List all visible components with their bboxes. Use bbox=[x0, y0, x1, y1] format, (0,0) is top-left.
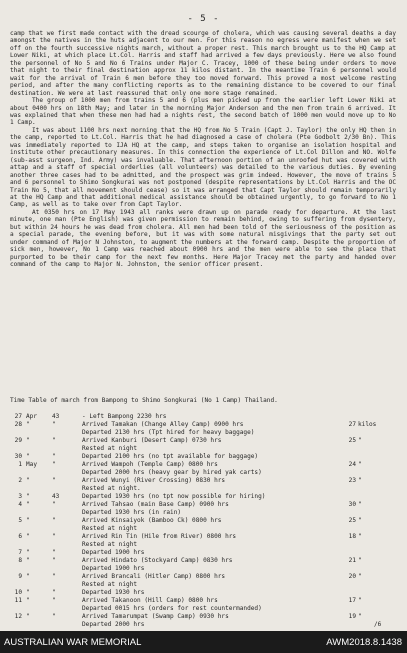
continuation-mark: /6 bbox=[374, 621, 382, 628]
timetable-entry: Arrived Kinsaiyok (Bamboo Ck) 0800 hrs bbox=[82, 517, 222, 524]
narrative-text bbox=[10, 30, 396, 269]
timetable-row bbox=[6, 429, 398, 436]
timetable-entry: Arrived Hindato (Stockyard Camp) 0830 hrs bbox=[82, 557, 233, 564]
timetable-row bbox=[6, 533, 398, 540]
timetable-entry: Departed 1930 hrs (in rain) bbox=[82, 509, 182, 516]
timetable-distance: 23 bbox=[348, 477, 356, 484]
timetable-entry: Rested at night bbox=[82, 581, 138, 588]
timetable-title: Time Table of march from Bampong to Shimo Songkurai (No 1 Camp) Thailand. bbox=[10, 397, 278, 404]
timetable-row bbox=[6, 581, 398, 588]
timetable-month: " bbox=[26, 557, 30, 564]
timetable-entry: Departed 2000 hrs (heavy gear by hired yak carts) bbox=[82, 469, 262, 476]
timetable-month: " bbox=[26, 501, 30, 508]
paragraph: At 0350 hrs on 17 May 1943 all ranks were drawn up on parade ready for departure. At the last minute, one man (Pte English) was given permission to remain behind, owing to suffering from dysentery, but within 24 hours he was dead from cholera. All men had been told of the seriousness of the position as a special parade, the evening before, but it was with some natural misgivings that the party set out under command of Major N Johnston, to augment the numbers at the forward camp. Despite the proportion of sick men, however, No 1 Camp was reached about 0900 hrs and the men were able to see the place that purported to be their camp for the next few months. Here Major Tracey met the party and handed over command of the camp to Major N. Johnston, the senior officer present. bbox=[10, 208, 396, 269]
timetable-entry: Departed 1900 hrs bbox=[82, 565, 145, 572]
timetable-month: " bbox=[26, 597, 30, 604]
timetable-day: 10 bbox=[14, 589, 22, 596]
timetable-day: 27 bbox=[14, 413, 22, 420]
timetable-row bbox=[6, 461, 398, 468]
timetable-row bbox=[6, 437, 398, 444]
timetable-year: " bbox=[52, 589, 56, 596]
timetable-year: " bbox=[52, 421, 56, 428]
timetable-unit: " bbox=[358, 461, 362, 468]
timetable-day: 5 bbox=[18, 517, 22, 524]
timetable-row bbox=[6, 469, 398, 476]
timetable-entry: Arrived Takanoon (Hill Camp) 0800 hrs bbox=[82, 597, 218, 604]
timetable-month: Apr bbox=[26, 413, 38, 420]
timetable-year: " bbox=[52, 437, 56, 444]
paragraph: The group of 1000 men from trains 5 and 6 (plus men picked up from the earlier left Lower Niki at about 0400 hrs on 18th May; and later in the morning Major Anderson and the men from train 6 arrived. It was explained that when these men had had a nights rest, the second batch of 1000 men would move up to No 1 Camp. bbox=[10, 97, 396, 127]
timetable-year: " bbox=[52, 573, 56, 580]
timetable-unit: " bbox=[358, 477, 362, 484]
timetable-month: " bbox=[26, 437, 30, 444]
timetable-distance: 30 bbox=[348, 501, 356, 508]
archive-name: AUSTRALIAN WAR MEMORIAL bbox=[4, 637, 142, 648]
timetable-year: 43 bbox=[52, 493, 60, 500]
timetable-day: 3 bbox=[18, 493, 22, 500]
timetable-entry: - Left Bampong 2230 hrs bbox=[82, 413, 167, 420]
timetable-entry: Departed 0015 hrs (orders for rest countermanded) bbox=[82, 605, 262, 612]
timetable-day: 30 bbox=[14, 453, 22, 460]
paragraph: camp that we first made contact with the dread scourge of cholera, which was causing several deaths a day amongst the natives in the huts adjacent to our men. For this reason no egress were manifest when we set off on the fourth successive nights march, without a proper rest. This march brought us to the HQ Camp at Lower Niki, at which place Lt.Col. Harris and staff had arrived a few days previously. Here we also found the personnel of No 5 and No 6 Trains under Major C. Tracey, 1000 of these being under orders to move that night to their final destination approx 11 kilos distant. In the meantime Train 6 personnel would wait for the arrival of Train 6 men before they too moved forward. This proved a most welcome resting period, and after the many conflicting reports as to the remaining distance to be covered to our final destination. We were at last reassured that only one more stage remained. bbox=[10, 30, 396, 97]
timetable-year: " bbox=[52, 501, 56, 508]
timetable-distance: 25 bbox=[348, 437, 356, 444]
timetable-day: 7 bbox=[18, 549, 22, 556]
timetable-month: May bbox=[26, 461, 38, 468]
timetable-unit: " bbox=[358, 437, 362, 444]
timetable-row bbox=[6, 477, 398, 484]
timetable-distance: 20 bbox=[348, 573, 356, 580]
timetable-row bbox=[6, 501, 398, 508]
archive-reference: AWM2018.8.1438 bbox=[326, 637, 402, 648]
timetable-month: " bbox=[26, 573, 30, 580]
timetable-month: " bbox=[26, 493, 30, 500]
timetable-row bbox=[6, 613, 398, 620]
timetable-row bbox=[6, 589, 398, 596]
timetable-entry: Rested at night bbox=[82, 541, 138, 548]
timetable-row bbox=[6, 445, 398, 452]
timetable-unit: " bbox=[358, 613, 362, 620]
timetable-year: " bbox=[52, 477, 56, 484]
timetable-entry: Departed 1930 hrs (no tpt now possible for hiring) bbox=[82, 493, 266, 500]
timetable-row bbox=[6, 525, 398, 532]
timetable-day: 4 bbox=[18, 501, 22, 508]
timetable-day: 1 bbox=[18, 461, 22, 468]
archive-footer bbox=[0, 631, 407, 653]
timetable-day: 28 bbox=[14, 421, 22, 428]
timetable-row bbox=[6, 557, 398, 564]
timetable-row bbox=[6, 485, 398, 492]
timetable-entry: Departed 1930 hrs bbox=[82, 589, 145, 596]
timetable-distance: 19 bbox=[348, 613, 356, 620]
timetable-entry: Arrived Brancali (Hitler Camp) 0800 hrs bbox=[82, 573, 226, 580]
timetable-month: " bbox=[26, 549, 30, 556]
timetable-year: " bbox=[52, 517, 56, 524]
timetable-year: " bbox=[52, 461, 56, 468]
timetable-distance: 18 bbox=[348, 533, 356, 540]
timetable-entry: Arrived Wampoh (Temple Camp) 0800 hrs bbox=[82, 461, 218, 468]
timetable-distance: 24 bbox=[348, 461, 356, 468]
timetable-row bbox=[6, 605, 398, 612]
timetable-row bbox=[6, 549, 398, 556]
timetable-month: " bbox=[26, 533, 30, 540]
timetable-distance: 27 bbox=[348, 421, 356, 428]
timetable-row bbox=[6, 597, 398, 604]
timetable-entry: Rested at night bbox=[82, 525, 138, 532]
paragraph: It was about 1100 hrs next morning that the HQ from No 5 Train (Capt J. Taylor) the only HQ then in the camp, reported to Lt.Col. Harris that he had diagnosed a case of cholera (Pte Godbolt 2/30 Bn). This was immediately reported to IJA HQ at the camp, and steps taken to organise an isolation hospital and institute other precautionary measures. In this connection the experience of Lt.Col Dillon and NO. Wolfe (sub-asst surgeon, Ind. Army) was invaluable. That afternoon portion of an unroofed hut was covered with attap and a staff of special orderlies (all volunteers) was detailed to the various duties. By evening another three cases had to be admitted, and the prospect was grim indeed. However, the move of trains 5 and 6 personnel to Shimo Songkurai was not postponed (despite representations by Lt.Col Harris and the OC Train No 5, that all movement should cease) so it was arranged that Capt Taylor should remain temporarily at the HQ Camp and that additional medical assistance should be obtained urgently, to go forward to No 1 Camp, as well as to take over from Capt Taylor. bbox=[10, 126, 396, 209]
timetable-entry: Arrived Wunyi (River Crossing) 0830 hrs bbox=[82, 477, 226, 484]
timetable-entry: Arrived Rin Tin (Hile from River) 0800 hrs bbox=[82, 533, 237, 540]
timetable-entry: Rested at night. bbox=[82, 485, 141, 492]
timetable-row bbox=[6, 565, 398, 572]
timetable-month: " bbox=[26, 477, 30, 484]
timetable-distance: 25 bbox=[348, 517, 356, 524]
timetable-month: " bbox=[26, 517, 30, 524]
timetable-row bbox=[6, 421, 398, 428]
timetable-year: 43 bbox=[52, 413, 60, 420]
timetable-unit: " bbox=[358, 517, 362, 524]
timetable-row bbox=[6, 541, 398, 548]
timetable-entry: Arrived Tamarumpat (Swamp Camp) 0930 hrs bbox=[82, 613, 229, 620]
timetable-entry: Arrived Tamakan (Change Alley Camp) 0900 hrs bbox=[82, 421, 244, 428]
timetable-day: 9 bbox=[18, 573, 22, 580]
timetable-entry: Arrived Tahsao (main Base Camp) 0900 hrs bbox=[82, 501, 229, 508]
timetable-unit: " bbox=[358, 557, 362, 564]
timetable-distance: 17 bbox=[348, 597, 356, 604]
timetable-entry: Departed 1900 hrs bbox=[82, 549, 145, 556]
page-number: - 5 - bbox=[187, 14, 220, 24]
timetable-row bbox=[6, 517, 398, 524]
timetable-row bbox=[6, 413, 398, 420]
timetable-year: " bbox=[52, 453, 56, 460]
timetable-day: 12 bbox=[14, 613, 22, 620]
timetable-unit: kilos bbox=[358, 421, 377, 428]
timetable-day: 6 bbox=[18, 533, 22, 540]
timetable-year: " bbox=[52, 597, 56, 604]
timetable-row bbox=[6, 493, 398, 500]
timetable-entry: Departed 2100 hrs (no tpt available for baggage) bbox=[82, 453, 259, 460]
timetable-year: " bbox=[52, 533, 56, 540]
timetable-year: " bbox=[52, 557, 56, 564]
timetable-row bbox=[6, 573, 398, 580]
timetable-year: " bbox=[52, 613, 56, 620]
timetable-month: " bbox=[26, 613, 30, 620]
timetable-day: 8 bbox=[18, 557, 22, 564]
timetable-row bbox=[6, 453, 398, 460]
timetable-day: 29 bbox=[14, 437, 22, 444]
timetable-entry: Departed 2130 hrs (Tpt hired for heavy baggage) bbox=[82, 429, 255, 436]
timetable-month: " bbox=[26, 589, 30, 596]
timetable-unit: " bbox=[358, 501, 362, 508]
timetable-row bbox=[6, 509, 398, 516]
timetable-unit: " bbox=[358, 533, 362, 540]
timetable-entry: Rested at night bbox=[82, 445, 138, 452]
timetable-year: " bbox=[52, 549, 56, 556]
timetable-month: " bbox=[26, 453, 30, 460]
timetable-entry: Arrived Kanburi (Desert Camp) 0730 hrs bbox=[82, 437, 222, 444]
timetable-unit: " bbox=[358, 597, 362, 604]
timetable-month: " bbox=[26, 421, 30, 428]
timetable-day: 11 bbox=[14, 597, 22, 604]
march-timetable bbox=[6, 413, 398, 629]
timetable-row bbox=[6, 621, 398, 628]
timetable-day: 2 bbox=[18, 477, 22, 484]
timetable-distance: 21 bbox=[348, 557, 356, 564]
timetable-unit: " bbox=[358, 573, 362, 580]
timetable-entry: Departed 2000 hrs bbox=[82, 621, 145, 628]
